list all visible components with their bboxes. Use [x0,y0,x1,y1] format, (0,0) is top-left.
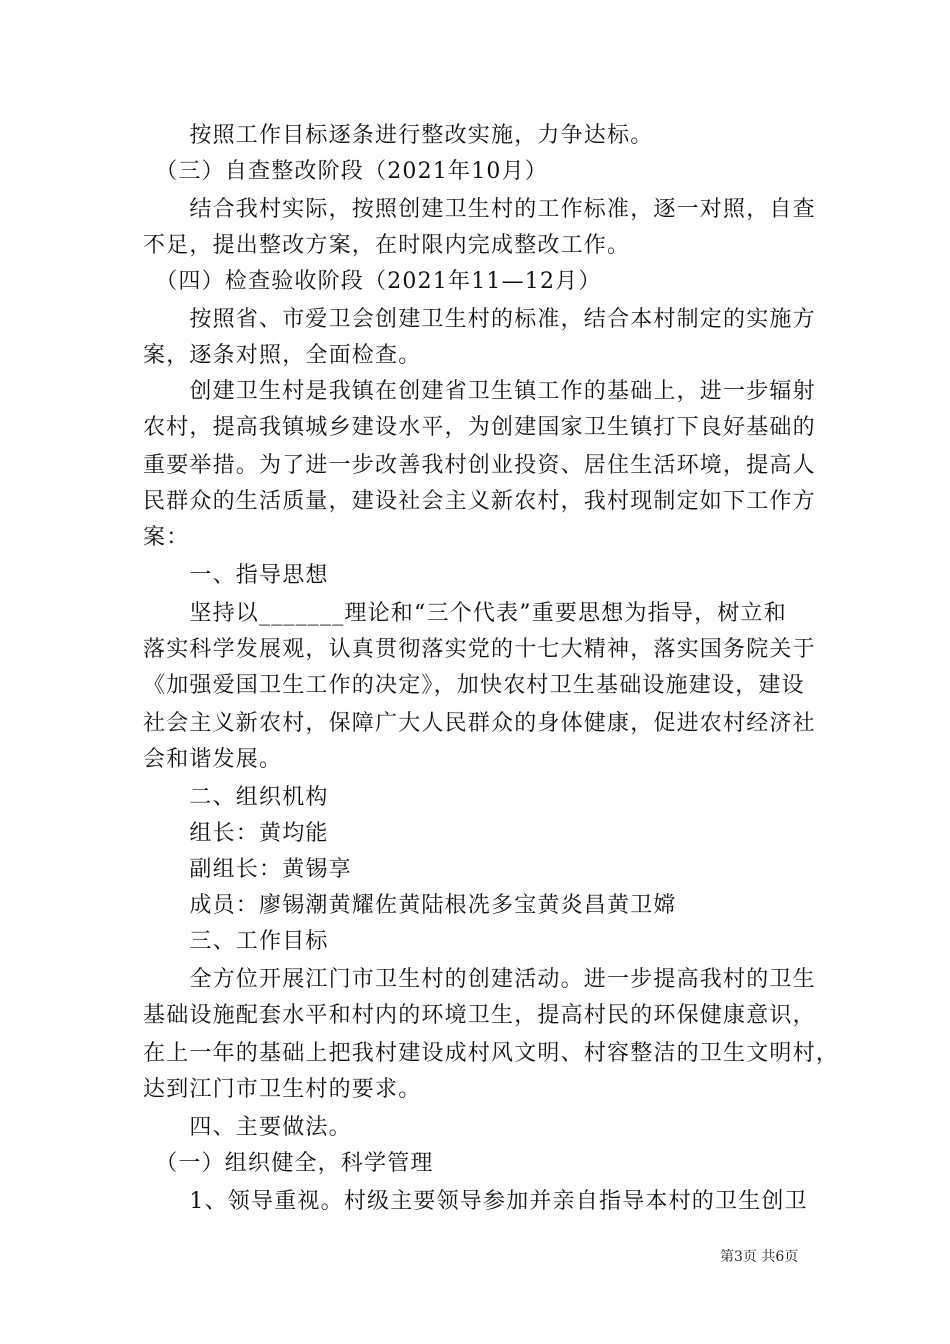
text-line: 农村，提高我镇城乡建设水平，为创建国家卫生镇打下良好基础的 [143,415,816,440]
text-line: 重要举措。为了进一步改善我村创业投资、居住生活环境，提高人 [143,453,816,478]
section-heading: （一）组织健全，科学管理 [143,1151,434,1176]
text-line: 落实科学发展观，认真贯彻落实党的十七大精神，落实国务院关于 [143,637,816,662]
text-line: 会和谐发展。 [143,747,283,772]
text-line: 《加强爱国卫生工作的决定》，加快农村卫生基础设施建设，建设 [143,673,805,698]
text-line: 成员：廖锡潮黄耀佐黄陆根冼多宝黄炎昌黄卫嫦 [143,893,677,918]
text-line: 结合我村实际，按照创建卫生村的工作标准，逐一对照，自查 [143,197,816,222]
text-line: 民群众的生活质量，建设社会主义新农村，我村现制定如下工作方 [143,489,816,514]
text-line: 基础设施配套水平和村内的环境卫生，提高村民的环保健康意识， [143,1003,816,1028]
section-heading: （三）自查整改阶段（2021年10月） [143,159,548,184]
text-line: 创建卫生村是我镇在创建省卫生镇工作的基础上，进一步辐射 [143,379,816,404]
section-heading: （四）检查验收阶段（2021年11—12月） [143,269,602,294]
section-heading: 二、组织机构 [143,785,329,810]
text-line: 在上一年的基础上把我村建设成村风文明、村容整洁的卫生文明村， [143,1041,840,1066]
text-line: 案，逐条对照，全面检查。 [143,343,422,368]
text-line: 副组长：黄锡享 [143,857,352,882]
section-heading: 三、工作目标 [143,929,329,954]
text-line: 案： [143,525,190,550]
text-line: 按照省、市爱卫会创建卫生村的标准，结合本村制定的实施方 [143,307,816,332]
section-heading: 四、主要做法。 [143,1115,352,1140]
page-number-footer: 第3页 共6页 [720,1249,799,1265]
text-line: 不足，提出整改方案，在时限内完成整改工作。 [143,233,631,258]
text-line: 达到江门市卫生村的要求。 [143,1077,422,1102]
text-line: 按照工作目标逐条进行整改实施，力争达标。 [143,123,654,148]
text-line: 组长：黄均能 [143,821,329,846]
text-line: 坚持以_______理论和“三个代表”重要思想为指导，树立和 [143,601,787,626]
text-line: 社会主义新农村，保障广大人民群众的身体健康，促进农村经济社 [143,711,816,736]
section-heading: 一、指导思想 [143,563,329,588]
text-line: 全方位开展江门市卫生村的创建活动。进一步提高我村的卫生 [143,967,816,992]
text-line: 1、领导重视。村级主要领导参加并亲自指导本村的卫生创卫 [143,1189,808,1214]
